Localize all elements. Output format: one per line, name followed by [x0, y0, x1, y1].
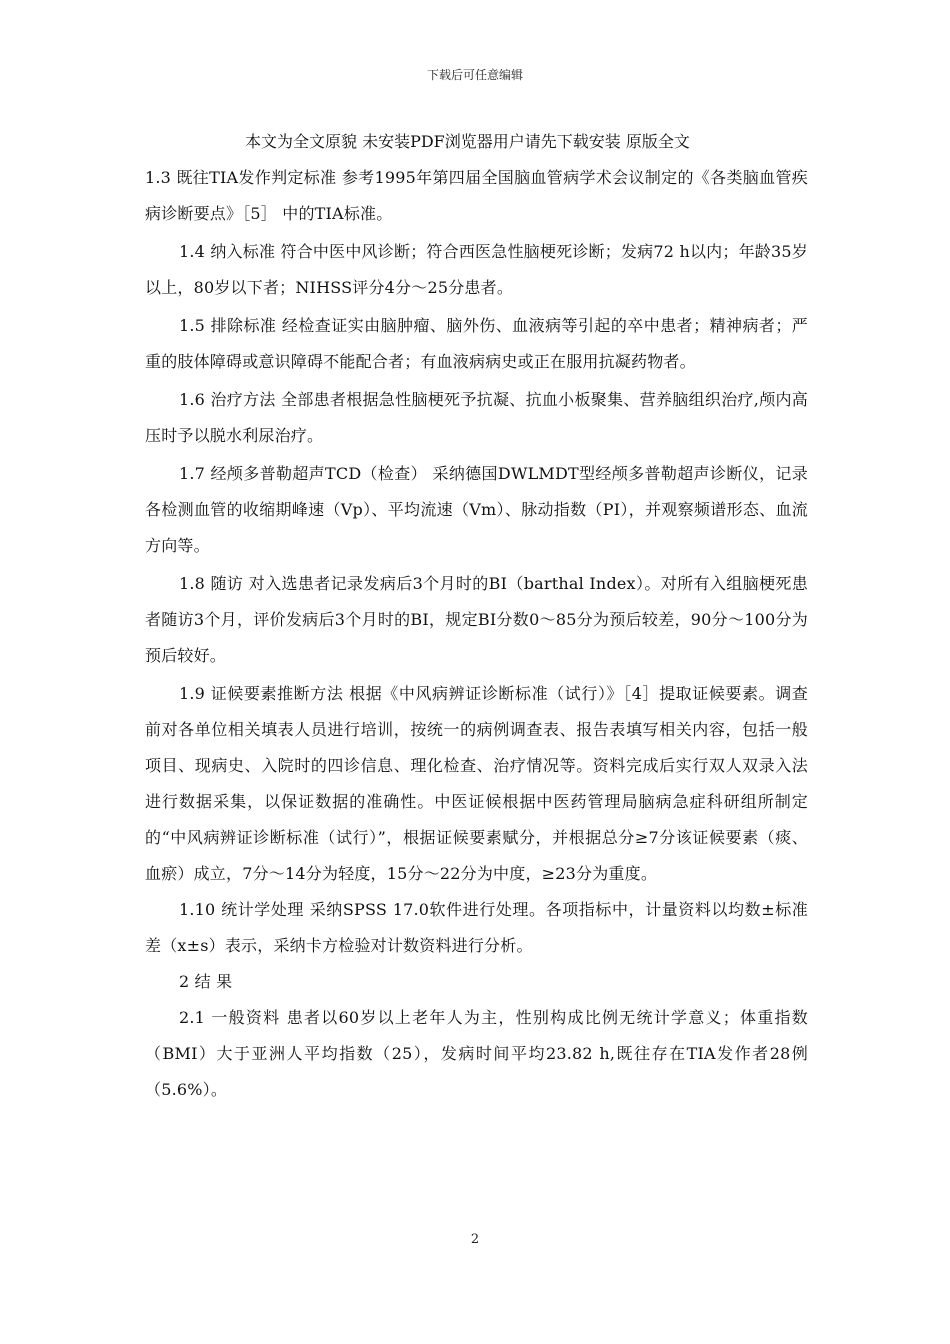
paragraph-1-4: 1.4 纳入标准 符合中医中风诊断；符合西医急性脑梗死诊断；发病72 h以内；年龄35岁以上，80岁以下者；NIHSS评分4分～25分患者。 — [145, 242, 808, 297]
page-number: 2 — [470, 1232, 480, 1247]
section-heading-results: 2 结 果 — [179, 972, 233, 991]
paragraph-1-8: 1.8 随访 对入选患者记录发病后3个月时的BI（barthal Index）。对所有入组脑梗死患者随访3个月，评价发病后3个月时的BI，规定BI分数0～85分为预后较差，90分～100分为预后较好。 — [145, 574, 808, 665]
full-text-banner: 本文为全文原貌 未安装PDF浏览器用户请先下载安装 原版全文 — [245, 132, 690, 151]
document-body — [145, 124, 808, 1108]
paragraph-1-5: 1.5 排除标准 经检查证实由脑肿瘤、脑外伤、血液病等引起的卒中患者；精神病者；严重的肢体障碍或意识障碍不能配合者；有血液病病史或正在服用抗凝药物者。 — [145, 316, 808, 371]
page-header: 下载后可任意编辑 — [426, 68, 523, 82]
paragraph-1-9: 1.9 证候要素推断方法 根据《中风病辨证诊断标准（试行）》［4］提取证候要素。调查前对各单位相关填表人员进行培训，按统一的病例调查表、报告表填写相关内容，包括一般项目、现病史、入院时的四诊信息、理化检查、治疗情况等。资料完成后实行双人双录入法进行数据采集，以保证数据的准确性。中医证候根据中医药管理局脑病急症科研组所制定的“中风病辨证诊断标准（试行）”，根据证候要素赋分，并根据总分≥7分该证候要素（痰、血瘀）成立，7分～14分为轻度，15分～22分为中度，≥23分为重度。 — [145, 684, 808, 883]
paragraph-1-7: 1.7 经颅多普勒超声TCD（检查） 采纳德国DWLMDT型经颅多普勒超声诊断仪，记录各检测血管的收缩期峰速（Vp）、平均流速（Vm）、脉动指数（PI），并观察频谱形态、血流方向等。 — [145, 464, 808, 555]
paragraph-1-10: 1.10 统计学处理 采纳SPSS 17.0软件进行处理。各项指标中，计量资料以均数±标准差（x±s）表示，采纳卡方检验对计数资料进行分析。 — [145, 900, 808, 955]
paragraph-2-1: 2.1 一般资料 患者以60岁以上老年人为主，性别构成比例无统计学意义；体重指数（BMI）大于亚洲人平均指数（25），发病时间平均23.82 h,既往存在TIA发作者28例（5.6%）。 — [145, 1008, 808, 1099]
paragraph-1-6: 1.6 治疗方法 全部患者根据急性脑梗死予抗凝、抗血小板聚集、营养脑组织治疗,颅内高压时予以脱水利尿治疗。 — [145, 390, 808, 445]
paragraph-1-3: 1.3 既往TIA发作判定标准 参考1995年第四届全国脑血管病学术会议制定的《各类脑血管疾病诊断要点》［5］ 中的TIA标准。 — [145, 168, 808, 223]
